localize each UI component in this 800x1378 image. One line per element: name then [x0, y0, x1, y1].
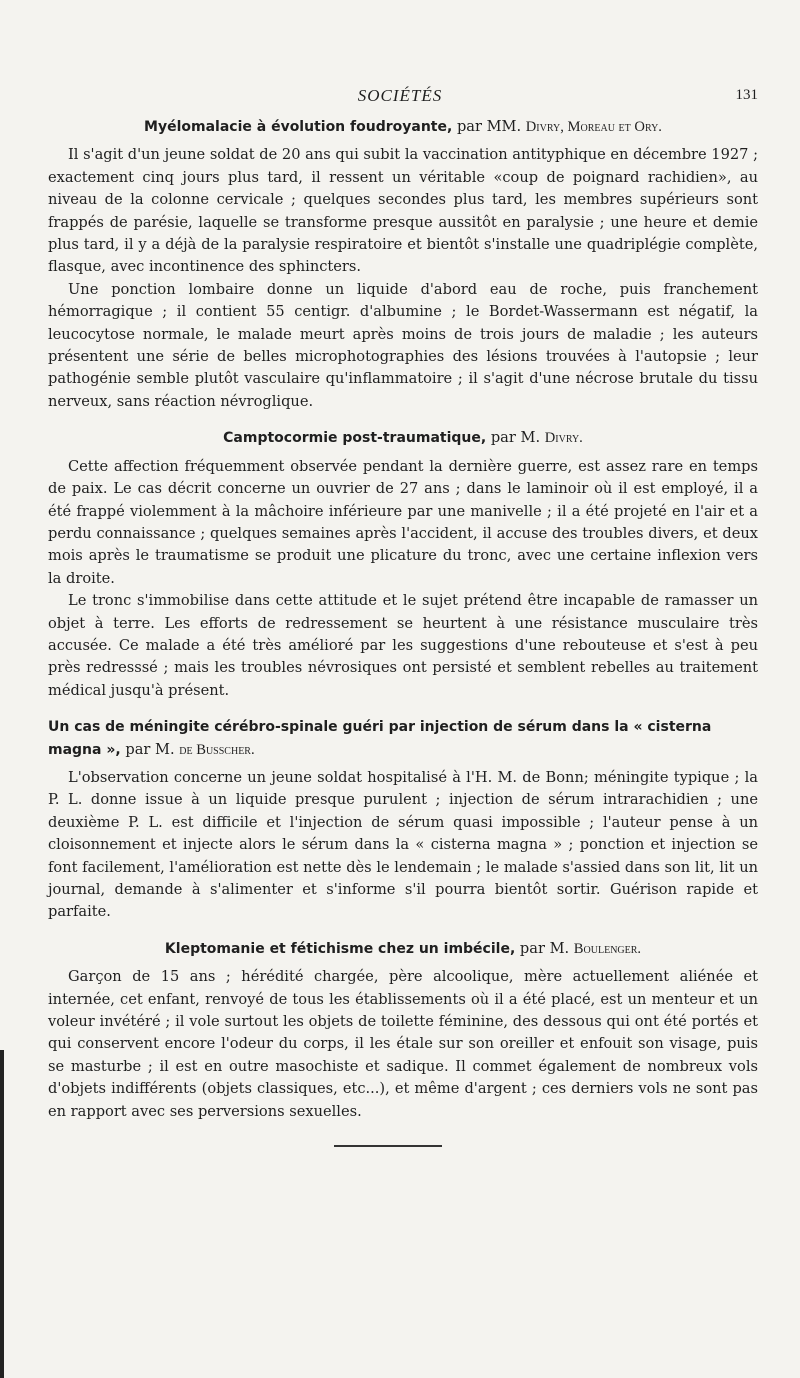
- section-title: Un cas de méningite cérébro-spinale guéri par injection de sérum dans la « cisterna magna »,: [48, 719, 712, 758]
- running-header: [0, 84, 800, 108]
- paragraph: Garçon de 15 ans ; hérédité chargée, père alcoolique, mère actuellement aliénée et internée, cet enfant, renvoyé de tous les établissements où il a été placé, est un menteur et un voleur invétéré ; il vole surtout les objets de toilette féminine, des dessous qui ont été portés et qui conservent encore l'odeur du corps, il les étale sur son oreiller et enfouit son visage, puis se masturbe ; il est en outre masochiste et sadique. Il commet également de nombreux vols d'objets indifférents (objets classiques, etc...), et même d'argent ; ces derniers vols ne sont pas en rapport avec ses perversions sexuelles.: [48, 968, 758, 1120]
- paragraph: Une ponction lombaire donne un liquide d'abord eau de roche, puis franchement hémorragique ; il contient 55 centigr. d'albumine ; le Bordet-Wassermann est négatif, la leucocytose normale, le malade meurt après moins de trois jours de maladie ; les auteurs présentent une série de belles microphotographies des lésions trouvées à l'autopsie ; leur pathogénie semble plutôt vasculaire qu'inflammatoire ; il s'agit d'une nécrose brutale du tissu nerveux, sans réaction névroglique.: [48, 280, 758, 410]
- paragraph: Il s'agit d'un jeune soldat de 20 ans qui subit la vaccination antityphique en décembre 1927 ; exactement cinq jours plus tard, il ressent un véritable «coup de poignard rachidien», au niveau de la colonne cervicale ; quelques secondes plus tard, les membres supérieurs sont frappés de parésie, laquelle se transforme presque aussitôt en paralysie ; une heure et demie plus tard, il y a déjà de la paralysie respiratoire et bientôt s'installe une quadriplégie complète, flasque, avec incontinence des sphincters.: [48, 146, 758, 276]
- paragraph: Cette affection fréquemment observée pendant la dernière guerre, est assez rare en temps de paix. Le cas décrit concerne un ouvrier de 27 ans ; dans le laminoir où il est employé, il a été frappé violemment à la mâchoire inférieure par une manivelle ; il a été projeté en l'air et a perdu connaissance ; quelques semaines après l'accident, il accuse des troubles divers, et deux mois après le traumatisme se produit une plicature du tronc, avec une certaine inflexion vers la droite.: [48, 457, 758, 587]
- section-heading: [48, 116, 758, 138]
- authors-prefix: par MM.: [456, 118, 522, 135]
- section-title: Myélomalacie à évolution foudroyante,: [144, 119, 453, 135]
- section-myelomalacie: [48, 116, 758, 413]
- paragraph: Le tronc s'immobilise dans cette attitude et le sujet prétend être incapable de ramasser un objet à terre. Les efforts de redressement se heurtent à une résistance musculaire très accusée. Ce malade a été très amélioré par les suggestions d'une rebouteuse et s'est à peu près redresssé ; mais les troubles névrosiques ont persisté et semblent rebelles au traitement médical jusqu'à présent.: [48, 592, 758, 699]
- paragraph: L'observation concerne un jeune soldat hospitalisé à l'H. M. de Bonn; méningite typique ; la P. L. donne issue à un liquide presque purulent ; injection de sérum intrarachidien ; une deuxième P. L. est difficile et l'injection de sérum quasi impossible ; l'auteur pense à un cloisonnement et injecte alors le sérum dans la « cisterna magna » ; ponction et injection se font facilement, l'amélioration est nette dès le lendemain ; le malade s'assied dans son lit, lit un journal, demande à s'alimenter et s'informe s'il pourra bientôt sortir. Guérison rapide et parfaite.: [48, 768, 758, 921]
- header-title: SOCIÉTÉS: [357, 86, 443, 105]
- authors: Boulenger.: [573, 940, 642, 957]
- article-body: [48, 116, 758, 1123]
- section-kleptomanie: [48, 938, 758, 1123]
- section-heading: [48, 938, 758, 960]
- authors: Divry, Moreau et Ory.: [525, 119, 662, 135]
- section-heading: [48, 427, 758, 449]
- section-heading: [48, 716, 758, 761]
- authors: de Busscher.: [179, 741, 255, 758]
- authors: Divry.: [544, 430, 583, 447]
- section-title: Kleptomanie et fétichisme chez un imbécile,: [164, 940, 516, 957]
- authors-prefix: par M.: [490, 429, 541, 447]
- section-meningite: [48, 716, 758, 924]
- authors-prefix: par M.: [125, 740, 175, 758]
- page-number: 131: [735, 87, 758, 103]
- margin-edge-line: [0, 1050, 4, 1378]
- section-title: Camptocormie post-traumatique,: [223, 430, 487, 447]
- end-rule: [334, 1145, 442, 1147]
- authors-prefix: par M.: [519, 939, 570, 957]
- section-camptocormie: [48, 427, 758, 702]
